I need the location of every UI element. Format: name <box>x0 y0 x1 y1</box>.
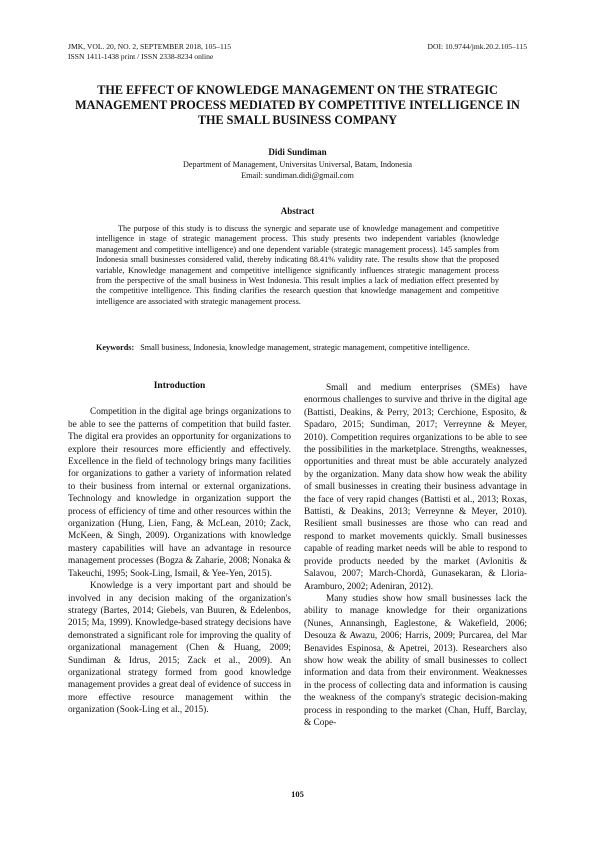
affiliation: Department of Management, Universitas Universal, Batam, Indonesia <box>183 160 412 169</box>
intro-paragraph-3: Small and medium enterprises (SMEs) have enormous challenges to survive and thrive in the digital age (Battisti, Deakins, & Perry, 2013; Cerchione, Esposito, & Spadaro, 2015; Sundiman, 2017; Verreynne & Meyer, 2010). Competition requires organizations to be able to see the possibilities in the marketplace. Strengths, weaknesses, opportunities and threat must be able accurately analyzed by the organization. Many data show how weak the ability of small businesses in creating their business advantage in the face of very rapid changes (Battisti et al., 2013; Roxas, Battisti, & Deakins, 2013; Verreynne & Meyer, 2010). Resilient small businesses are those who can read and respond to market movements quickly. Small businesses capable of reading market needs will be able to respond to provide products needed by the market (Avlonitis & Salavou, 2007; March-Chordà, Gunasekaran, & Lloria-Aramburo, 2002; Adeniran, 2012). <box>304 383 527 592</box>
keywords-text: Small business, Indonesia, knowledge management, strategic management, competitive intelligence. <box>140 343 470 352</box>
issn-line: ISSN 1411-1438 print / ISSN 2338-8234 online <box>68 52 214 61</box>
author-affiliation-block <box>68 160 527 181</box>
doi-link[interactable]: DOI: 10.9744/jmk.20.2.105–115 <box>427 42 527 51</box>
paper-title: THE EFFECT OF KNOWLEDGE MANAGEMENT ON THE STRATEGIC MANAGEMENT PROCESS MEDIATED BY COMPETITIVE INTELLIGENCE IN THE SMALL BUSINESS COMPANY <box>75 83 520 128</box>
section-heading-introduction: Introduction <box>153 381 206 391</box>
intro-paragraph-1: Competition in the digital age brings organizations to be able to see the patterns of competition that build faster. The digital era provides an opportunity for organizations to explore their resources more efficiently and effectively. Excellence in the field of technology brings many facilities for organizations to gather a variety of information related to their business from internal or external organizations. Technology and knowledge in organization support the process of efficiency of time and other resources within the organization (Hung, Lien, Fang, & McLean, 2010; Zack, McKeen, & Singh, 2009). Organizations with knowledge mastery capabilities will have an advantage in resource management processes (Bogza & Zaharie, 2008; Nonaka & Takeuchi, 1995; Sook-Ling, Ismail, & Yee-Yen, 2015). <box>68 407 291 579</box>
left-column <box>68 380 291 717</box>
author-email[interactable]: Email: sundiman.didi@gmail.com <box>241 170 354 180</box>
page-number: 105 <box>291 789 304 799</box>
abstract-text: The purpose of this study is to discuss the synergic and separate use of knowledge management and competitive intelligence in stage of strategic management process. This study presents two independent variables (knowledge management and competitive intelligence) and one dependent variable (strategic management process). 145 samples from Indonesia small businesses considered valid, thereby indicating 88.41% validity rate. The results show that the proposed variable, Knowledge management and competitive intelligence significantly influences strategic management process from the perspective of the small business in West Indonesia. This result implies a lack of mediation effect presented by the competitive intelligence. This finding clarifies the research question that knowledge management and competitive intelligence are associated with strategic management process. <box>96 224 499 306</box>
intro-paragraph-2: Knowledge is a very important part and should be involved in any decision making of the organization's strategy (Bartes, 2014; Giebels, van Buuren, & Edelenbos, 2015; Ma, 1999). Knowledge-based strategy decisions have demonstrated a significant role for improving the quality of organizational management (Chen & Huang, 2009; Sundiman & Idrus, 2015; Zack et al., 2009). An organizational strategy formed from good knowledge management provides a great deal of evidence of success in more effective resource management within the organization (Sook-Ling et al., 2015). <box>68 581 291 716</box>
intro-paragraph-4: Many studies show how small businesses lack the ability to manage knowledge for their organizations (Nunes, Annansingh, Eaglestone, & Wakefield, 2006; Desouza & Awazu, 2006; Harris, 2009; Purcarea, del Mar Benavides Espinosa, & Apetrei, 2013). Researchers also show how weak the ability of small businesses to collect information and data from their environment. Weaknesses in the process of collecting data and information is causing the weakness of the company's strategic decision-making process in responding to the market (Chan, Huff, Barclay, & Cope- <box>304 593 527 728</box>
right-column <box>304 382 527 729</box>
journal-line: JMK, VOL. 20, NO. 2, SEPTEMBER 2018, 105–115 <box>68 42 232 51</box>
keywords-label: Keywords: <box>96 343 135 352</box>
keywords <box>96 343 499 353</box>
author-name: Didi Sundiman <box>268 147 327 157</box>
abstract-heading: Abstract <box>280 206 315 216</box>
